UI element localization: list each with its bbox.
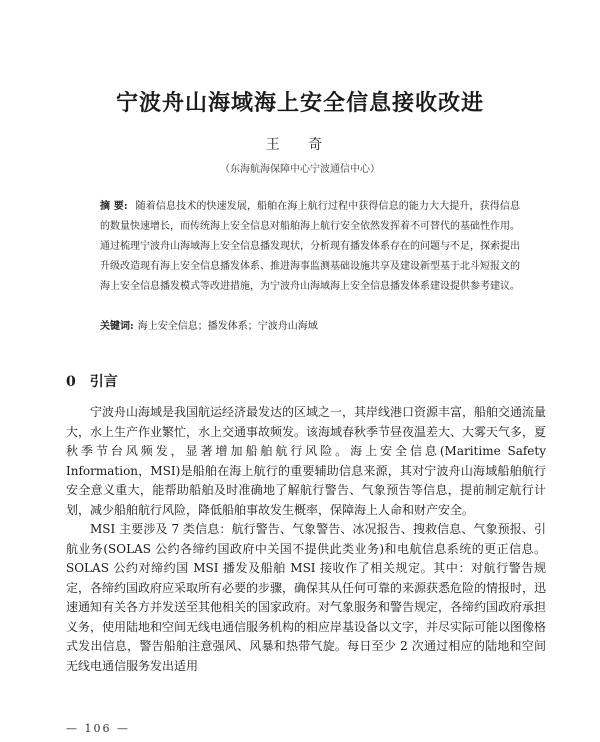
paragraph: MSI 主要涉及 7 类信息：航行警告、气象警告、冰况报告、搜救信息、气象预报、引航业务(SOLAS 公约各缔约国政府中关国不提供此类业务)和电航信息系统的更正信息。SOLAS 公约对缔约国 MSI 播发及船舶 MSI 接收作了相关规定。其中：对航行警告规定，各缔约国政府应采取所有必要的步骤，确保其从任何可靠的来源获悉危险的情报时，迅速通知有关各方并发送至其他相关的国家政府。对气象服务和警告规定，各缔约国政府承担义务，使用陆地和空间无线电通信服务机构的相应岸基设备以文字，并尽实际可能以图像格式发出信息，警告船舶注意强风、风暴和热带气旋。每日至少 2 次通过相应的陆地和空间无线电通信服务发出适用 [66, 522, 547, 673]
body-text [66, 403, 546, 676]
keywords-text: 海上安全信息；播发体系；宁波舟山海域 [137, 321, 318, 332]
page-number: — 106 — [66, 722, 130, 735]
author-affiliation: （东海航海保障中心宁波通信中心） [220, 164, 380, 175]
paper-title: 宁波舟山海域海上安全信息接收改进 [115, 90, 484, 116]
section-number: 0 [66, 374, 76, 390]
abstract-text: 随着信息技术的快速发展，船舶在海上航行过程中获得信息的能力大大提升，获得信息的数量快速增长，而传统海上安全信息对船舶海上航行安全依然发挥着不可替代的基础性作用。通过梳理宁波舟山海域海上安全信息播发现状，分析现有播发体系存在的问题与不足，探索提出升级改造现有海上安全信息播发体系、推进海事监测基础设施共享及建设新型基于北斗短报文的海上安全信息播发模式等改进措施，为宁波舟山海域海上安全信息播发体系建设提供参考建议。 [100, 201, 520, 292]
section-title: 引言 [89, 374, 118, 390]
abstract [100, 197, 520, 297]
author-name: 王 奇 [265, 137, 335, 153]
keywords [100, 317, 520, 337]
section-heading [66, 371, 118, 391]
keywords-label: 关键词: [100, 321, 134, 332]
paragraph: 宁波舟山海域是我国航运经济最发达的区域之一，其岸线港口资源丰富，船舶交通流量大，水上生产作业繁忙，水上交通事故频发。该海域春秋季节昼夜温差大、大雾天气多，夏秋季节台风频发，显著增加船舶航行风险。海上安全信息(Maritime Safety Information，MSI)是船舶在海上航行的重要辅助信息来源，其对宁波舟山海域船舶航行安全意义重大，能帮助船舶及时准确地了解航行警告、气象预告等信息，提前制定航行计划，减少船舶航行风险，降低船舶事故发生概率，保障海上人命和财产安全。 [66, 405, 547, 517]
abstract-label: 摘 要: [100, 201, 128, 212]
